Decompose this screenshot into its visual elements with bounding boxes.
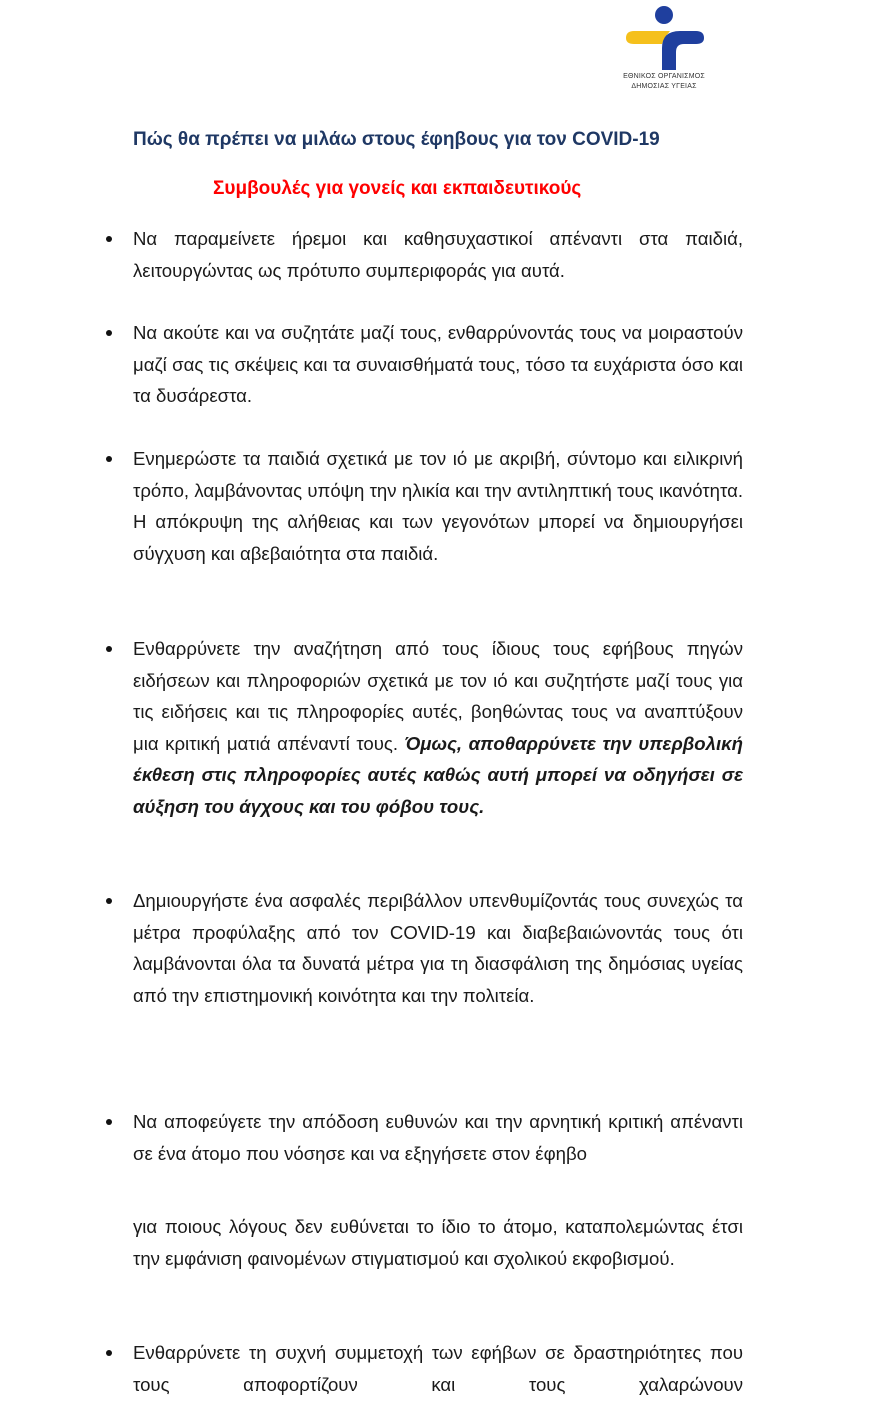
emphasis-text: Όμως, αποθαρρύνετε την υπερβολική έκθεση στις πληροφορίες αυτές καθώς αυτή μπορεί να οδηγήσει σε αύξηση του άγχους και του φόβου τους.: [133, 732, 743, 817]
list-item: Ενθαρρύνετε την αναζήτηση από τους ίδιους τους εφήβους πηγών ειδήσεων και πληροφοριών σχετικά με τον ιό και συζητήστε μαζί τους για τις ειδήσεις και τις πληροφορίες αυτές, βοηθώντας τους να αναπτύξουν μια κριτική ματιά απέναντί τους. Όμως, αποθαρρύνετε την υπερβολική έκθεση στις πληροφορίες αυτές καθώς αυτή μπορεί να οδηγήσει σε αύξηση του άγχους και του φόβου τους.: [133, 633, 743, 823]
list-item: Να αποφεύγετε την απόδοση ευθυνών και την αρνητική κριτική απέναντι σε ένα άτομο που νόσησε και να εξηγήσετε στον έφηβο: [133, 1106, 743, 1169]
list-item: Ενθαρρύνετε τη συχνή συμμετοχή των εφήβων σε δραστηριότητες που τους αποφορτίζουν και τους χαλαρώνουν: [133, 1337, 743, 1400]
list-item: Δημιουργήστε ένα ασφαλές περιβάλλον υπενθυμίζοντάς τους συνεχώς τα μέτρα προφύλαξης από τον COVID-19 και διαβεβαιώνοντάς τους ότι λαμβάνονται όλα τα δυνατά μέτρα για τη διασφάλιση της δημόσιας υγείας από την επιστημονική κοινότητα και την πολιτεία.: [133, 885, 743, 1011]
bullet-icon: [106, 1350, 112, 1356]
list-item: Να ακούτε και να συζητάτε μαζί τους, ενθαρρύνοντάς τους να μοιραστούν μαζί σας τις σκέψεις και τα συναισθήματά τους, τόσο τα ευχάριστα όσο και τα δυσάρεστα.: [133, 317, 743, 412]
bullet-icon: [106, 330, 112, 336]
list-item: Ενημερώστε τα παιδιά σχετικά με τον ιό με ακριβή, σύντομο και ειλικρινή τρόπο, λαμβάνοντας υπόψη την ηλικία και την αντιληπτική τους ικανότητα. Η απόκρυψη της αλήθειας και των γεγονότων μπορεί να δημιουργήσει σύγχυση και αβεβαιότητα στα παιδιά.: [133, 443, 743, 569]
bullet-icon: [106, 898, 112, 904]
page-subtitle: Συμβουλές για γονείς και εκπαιδευτικούς: [213, 178, 582, 199]
logo-text: ΕΘΝΙΚΟΣ ΟΡΓΑΝΙΣΜΟΣ ΔΗΜΟΣΙΑΣ ΥΓΕΙΑΣ: [623, 73, 705, 90]
logo-mark-icon: [618, 4, 710, 70]
eody-logo: [618, 4, 718, 94]
bullet-icon: [106, 1119, 112, 1125]
bullet-icon: [106, 236, 112, 242]
list-item: Να παραμείνετε ήρεμοι και καθησυχαστικοί απέναντι στα παιδιά, λειτουργώντας ως πρότυπο συμπεριφοράς για αυτά.: [133, 223, 743, 286]
list-item-continuation: για ποιους λόγους δεν ευθύνεται το ίδιο το άτομο, καταπολεμώντας έτσι την εμφάνιση φαινομένων στιγματισμού και σχολικού εκφοβισμού.: [133, 1216, 743, 1269]
bullet-icon: [106, 646, 112, 652]
bullet-icon: [106, 456, 112, 462]
page-title: Πώς θα πρέπει να μιλάω στους έφηβους για τον COVID-19: [133, 129, 660, 150]
